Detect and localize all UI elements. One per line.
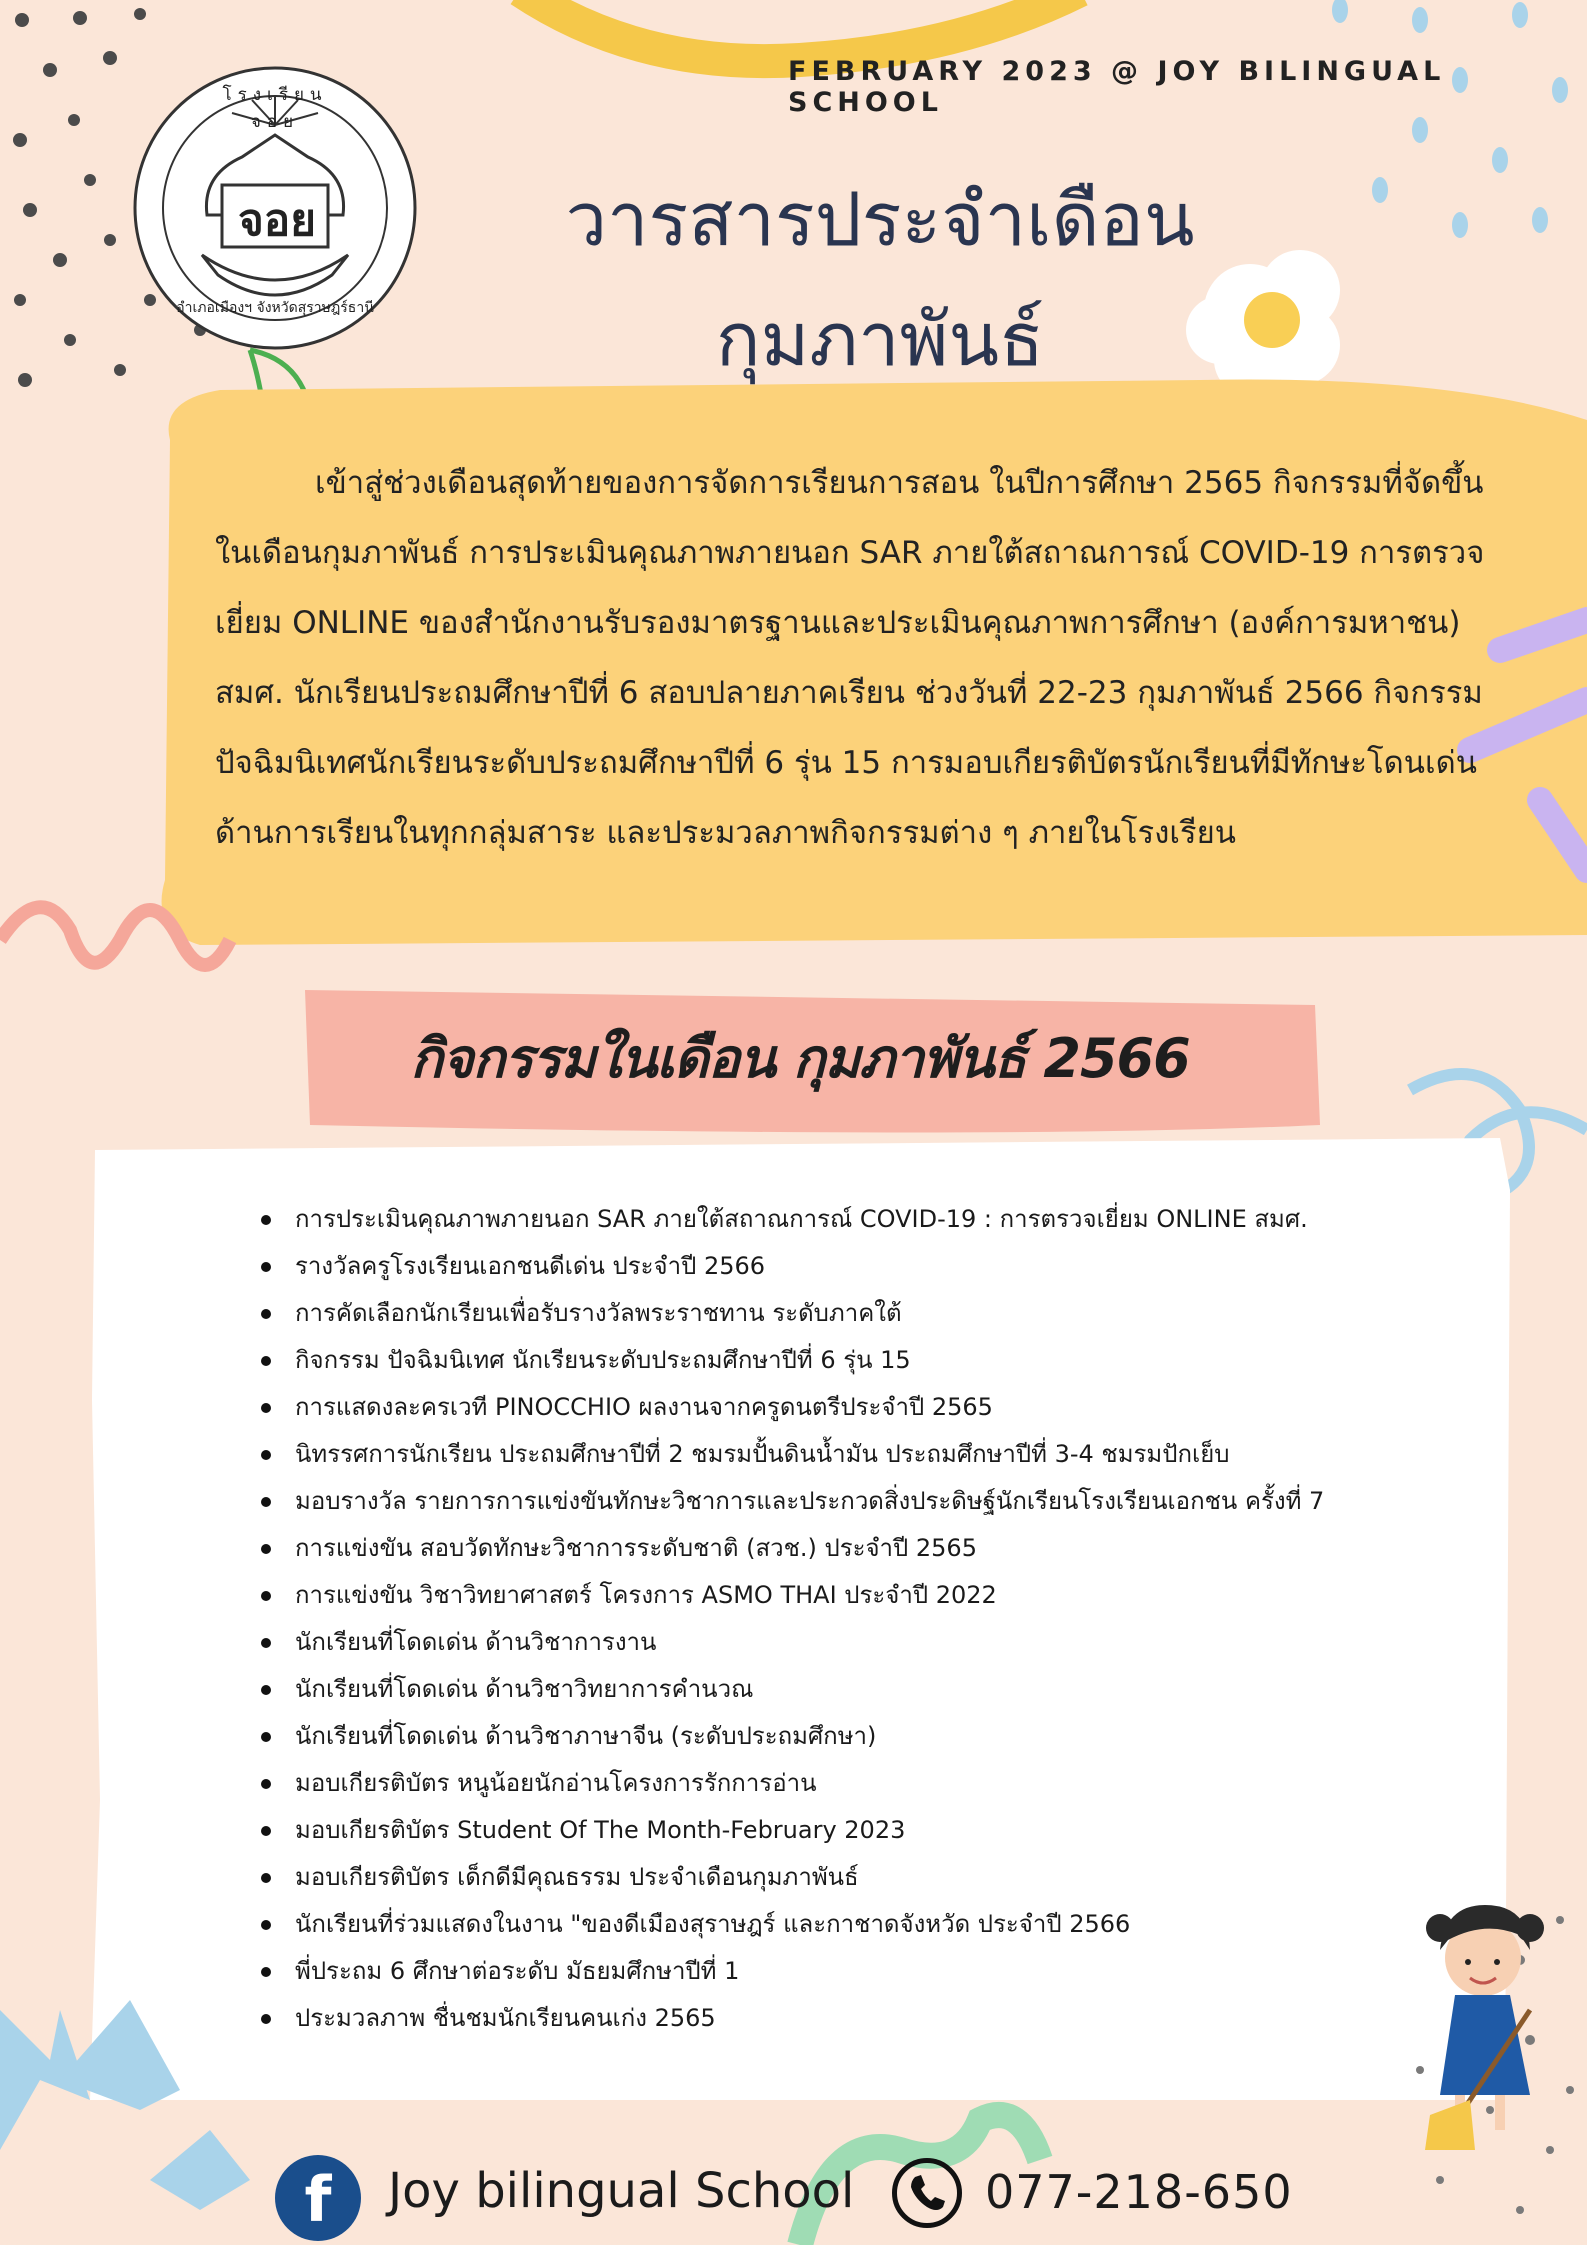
list-item [255,1995,1415,2042]
list-item [255,1619,1415,1666]
list-item-text: รางวัลครูโรงเรียนเอกชนดีเด่น ประจำปี 2566 [295,1252,766,1280]
logo-arc-text: โรงเรียนจอย [222,85,328,132]
bullet-icon [261,1873,271,1883]
list-item [255,1478,1415,1525]
bullet-icon [261,1920,271,1930]
list-item-text: กิจกรรม ปัจฉิมนิเทศ นักเรียนระดับประถมศึกษาปีที่ 6 รุ่น 15 [295,1346,911,1374]
list-item-text: นักเรียนที่โดดเด่น ด้านวิชาวิทยาการคำนวณ [295,1675,754,1703]
list-item-text: นิทรรศการนักเรียน ประถมศึกษาปีที่ 2 ชมรมปั้นดินน้ำมัน ประถมศึกษาปีที่ 3-4 ชมรมปักเย็บ [295,1440,1230,1468]
facebook-page-name[interactable]: Joy bilingual School [388,2163,855,2219]
bullet-icon [261,1779,271,1789]
bullet-icon [261,1403,271,1413]
bullet-icon [261,1967,271,1977]
list-item-text: การคัดเลือกนักเรียนเพื่อรับรางวัลพระราชทาน ระดับภาคใต้ [295,1299,902,1327]
list-item-text: การแสดงละครเวที PINOCCHIO ผลงานจากครูดนตรีประจำปี 2565 [295,1393,993,1421]
list-item [255,1807,1415,1854]
list-item [255,1901,1415,1948]
bullet-icon [261,1356,271,1366]
list-item-text: มอบเกียรติบัตร หนูน้อยนักอ่านโครงการรักการอ่าน [295,1769,817,1797]
list-item [255,1525,1415,1572]
list-item-text: นักเรียนที่โดดเด่น ด้านวิชาการงาน [295,1628,657,1656]
school-logo [132,65,418,351]
phone-icon [892,2158,962,2228]
list-item [255,1760,1415,1807]
list-item [255,1431,1415,1478]
list-item-text: การแข่งขัน วิชาวิทยาศาสตร์ โครงการ ASMO THAI ประจำปี 2022 [295,1581,997,1609]
list-item-text: พี่ประถม 6 ศึกษาต่อระดับ มัธยมศึกษาปีที่ 1 [295,1957,740,1985]
bullet-icon [261,1497,271,1507]
list-item-text: มอบเกียรติบัตร Student Of The Month-February 2023 [295,1816,906,1844]
logo-center-text: จอย [238,195,316,246]
list-item-text: นักเรียนที่โดดเด่น ด้านวิชาภาษาจีน (ระดับประถมศึกษา) [295,1722,877,1750]
facebook-icon[interactable]: f [275,2155,361,2241]
list-item [255,1290,1415,1337]
list-item [255,1384,1415,1431]
list-item [255,1196,1415,1243]
bullet-icon [261,1450,271,1460]
bullet-icon [261,1826,271,1836]
bullet-icon [261,1685,271,1695]
activities-heading: กิจกรรมในเดือน กุมภาพันธ์ 2566 [410,1027,1190,1090]
list-item [255,1666,1415,1713]
list-item-text: นักเรียนที่ร่วมแสดงในงาน "ของดีเมืองสุราษฎร์ และกาชาดจังหวัด ประจำปี 2566 [295,1910,1131,1938]
list-item [255,1337,1415,1384]
list-item [255,1713,1415,1760]
bullet-icon [261,1262,271,1272]
activities-list [255,1196,1415,2042]
intro-paragraph: เข้าสู่ช่วงเดือนสุดท้ายของการจัดการเรียนการสอน ในปีการศึกษา 2565 กิจกรรมที่จัดขึ้นในเดือนกุมภาพันธ์ การประเมินคุณภาพภายนอก SAR ภายใต้สถาณการณ์ COVID-19 การตรวจเยี่ยม ONLINE ของสำนักงานรับรองมาตรฐานและประเมินคุณภาพการศึกษา (องค์การมหาชน) สมศ. นักเรียนประถมศึกษาปีที่ 6 สอบปลายภาคเรียน ช่วงวันที่ 22-23 กุมภาพันธ์ 2566 กิจกรรมปัจฉิมนิเทศนักเรียนระดับประถมศึกษาปีที่ 6 รุ่น 15 การมอบเกียรติบัตรนักเรียนที่มีทักษะโดนเด่นด้านการเรียนในทุกกลุ่มสาระ และประมวลภาพกิจกรรมต่าง ๆ ภายในโรงเรียน [215,465,1485,851]
list-item [255,1948,1415,1995]
list-item-text: ประมวลภาพ ชื่นชมนักเรียนคนเก่ง 2565 [295,2004,716,2032]
newsletter-title: วารสารประจำเดือน [565,177,1195,263]
top-arc-decoration [520,0,1080,61]
bullet-icon [261,1591,271,1601]
bullet-icon [261,2014,271,2024]
list-item [255,1243,1415,1290]
bullet-icon [261,1544,271,1554]
bullet-icon [261,1638,271,1648]
list-item-text: การแข่งขัน สอบวัดทักษะวิชาการระดับชาติ (สวช.) ประจำปี 2565 [295,1534,977,1562]
logo-bottom-text: อำเภอเมืองฯ จังหวัดสุราษฎร์ธานี [176,300,374,316]
list-item-text: มอบรางวัล รายการการแข่งขันทักษะวิชาการและประกวดสิ่งประดิษฐ์นักเรียนโรงเรียนเอกชน ครั้งที่ 7 [295,1487,1325,1515]
issue-date-header: FEBRUARY 2023 @ JOY BILINGUAL SCHOOL [788,56,1446,118]
list-item-text: มอบเกียรติบัตร เด็กดีมีคุณธรรม ประจำเดือนกุมภาพันธ์ [295,1863,859,1891]
phone-number[interactable]: 077-218-650 [985,2165,1293,2219]
raindrop-decoration [1332,0,1568,238]
list-item-text: การประเมินคุณภาพภายนอก SAR ภายใต้สถาณการณ์ COVID-19 : การตรวจเยี่ยม ONLINE สมศ. [295,1205,1308,1233]
bullet-icon [261,1309,271,1319]
bullet-icon [261,1732,271,1742]
phone-glyph [897,2163,957,2223]
newsletter-month-title: กุมภาพันธ์ [715,297,1045,383]
list-item [255,1572,1415,1619]
list-item [255,1854,1415,1901]
flower-decoration [1186,250,1340,396]
bullet-icon [261,1215,271,1225]
